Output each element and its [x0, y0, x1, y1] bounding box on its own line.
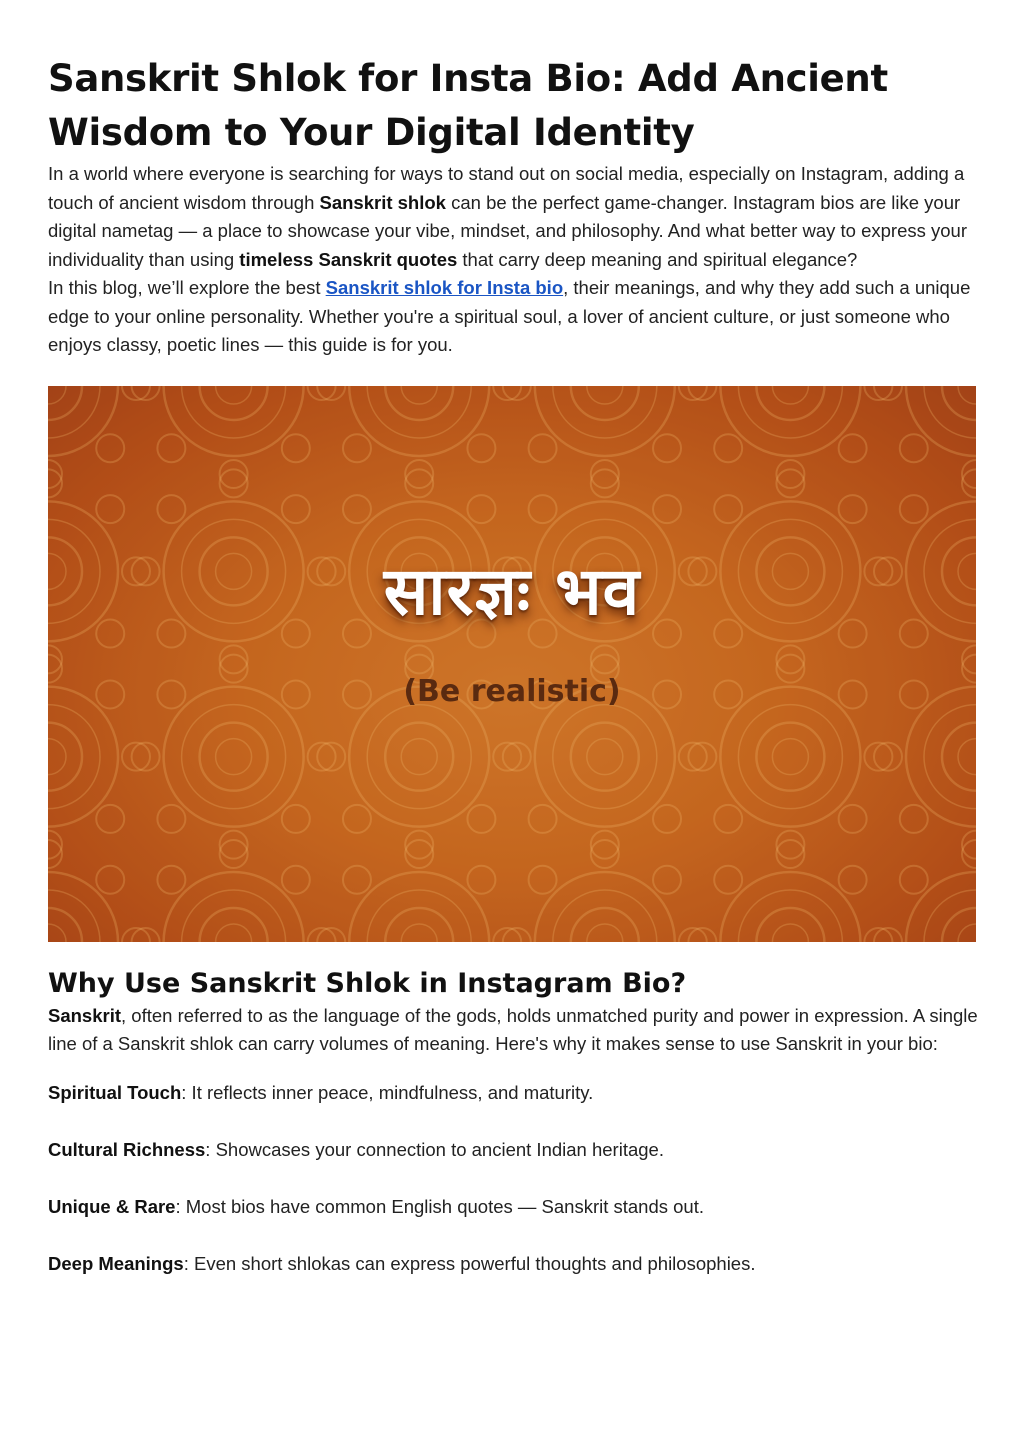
why-paragraph [48, 1002, 978, 1059]
point-label: Spiritual Touch [48, 1081, 182, 1103]
intro1-bold-2: timeless Sanskrit quotes [239, 248, 458, 270]
why-text: , often referred to as the language of the gods, holds unmatched purity and power in expression. A single line of a Sanskrit shlok can carry volumes of meaning. Here's why it makes sense to use Sanskrit in your bio: [48, 1004, 978, 1054]
point-text: : It reflects inner peace, mindfulness, and maturity. [181, 1081, 594, 1103]
intro1-bold-1: Sanskrit shlok [319, 191, 446, 213]
intro-paragraph-2 [48, 274, 978, 360]
point-label: Cultural Richness [48, 1138, 206, 1160]
point-spiritual-touch [48, 1079, 978, 1107]
intro1-text-1: In a world where everyone is searching for ways to stand out on social media, especially on Instagram, adding a touch of ancient wisdom through [48, 163, 965, 213]
why-bold: Sanskrit [48, 1004, 122, 1026]
hero-sanskrit-text: सारज्ञः भव [383, 552, 641, 630]
article-title: Sanskrit Shlok for Insta Bio: Add Ancient Wisdom to Your Digital Identity [48, 57, 888, 154]
intro1-text-2: can be the perfect game-changer. Instagram bios are like your digital nametag — a place to showcase your vibe, mindset, and philosophy. And what better way to express your individuality than using [48, 191, 968, 270]
point-cultural-richness [48, 1136, 978, 1164]
point-deep-meanings [48, 1250, 978, 1278]
point-text: : Even short shlokas can express powerful thoughts and philosophies. [183, 1252, 756, 1274]
point-unique-rare [48, 1193, 978, 1221]
sanskrit-shlok-link[interactable]: Sanskrit shlok for Insta bio [325, 277, 564, 298]
intro2-text-1: In this blog, we’ll explore the best [48, 277, 326, 298]
intro1-text-3: that carry deep meaning and spiritual elegance? [457, 248, 858, 270]
article [48, 52, 978, 1278]
hero-translation: (Be realistic) [403, 673, 621, 709]
point-text: : Most bios have common English quotes — Sanskrit stands out. [175, 1195, 705, 1217]
point-label: Unique & Rare [48, 1195, 176, 1217]
intro-paragraph-1 [48, 160, 978, 274]
mandala-pattern [48, 386, 976, 942]
intro2-text-2: , their meanings, and why they add such a unique edge to your online personality. Whether you're a spiritual soul, a lover of ancient culture, or just someone who enjoys classy, poetic lines — this guide is for you. [48, 277, 971, 355]
point-label: Deep Meanings [48, 1252, 184, 1274]
point-text: : Showcases your connection to ancient Indian heritage. [205, 1138, 664, 1160]
hero-image [48, 386, 976, 942]
section-heading: Why Use Sanskrit Shlok in Instagram Bio? [48, 967, 687, 999]
